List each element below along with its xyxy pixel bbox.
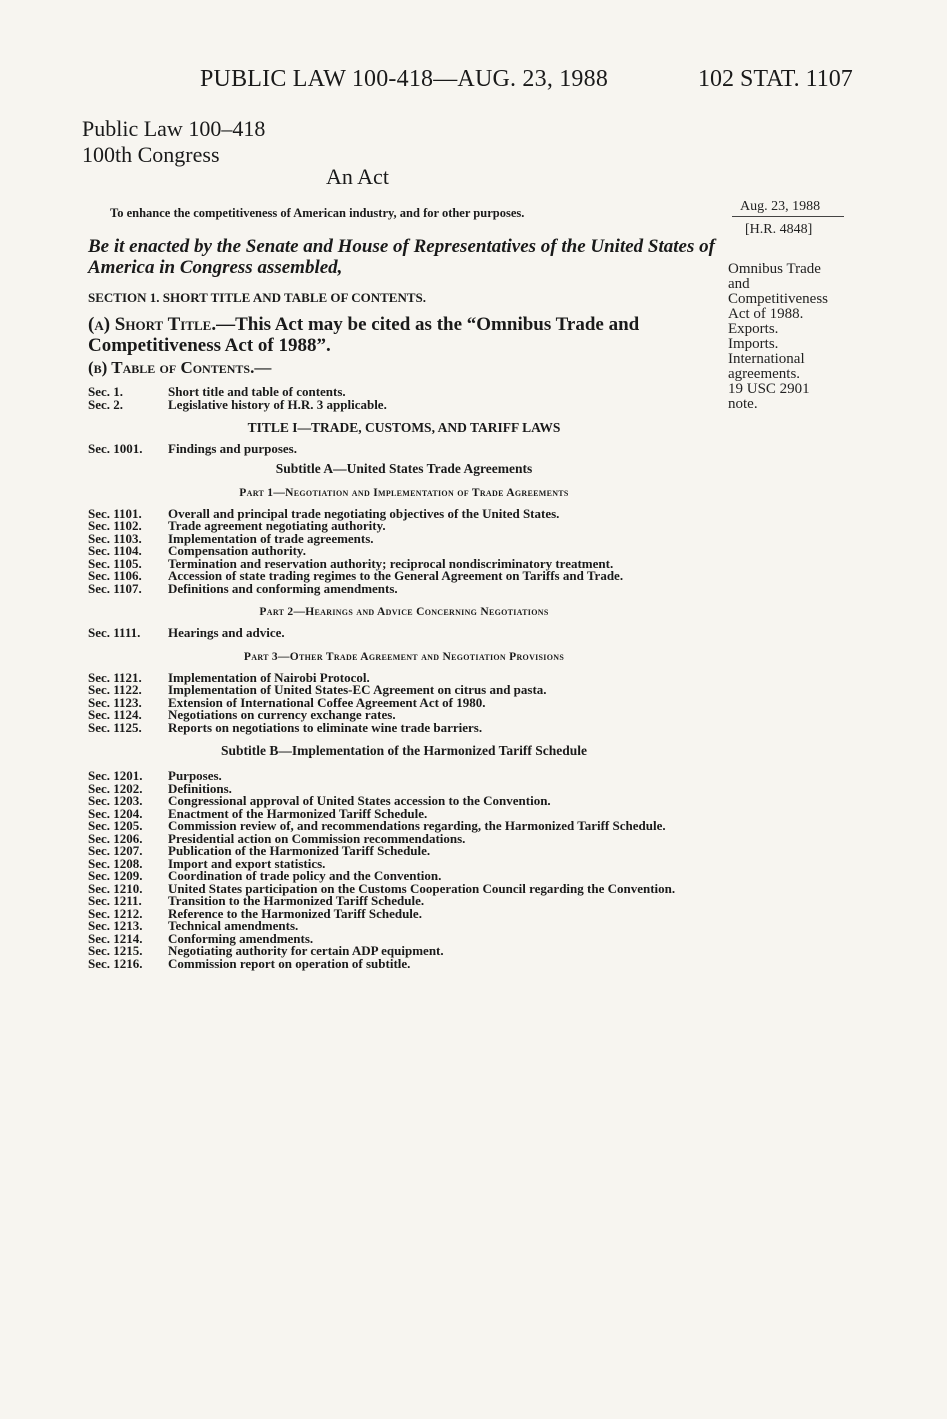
toc-entry-text: Commission report on operation of subtitle. bbox=[168, 955, 411, 971]
margin-note-line: and bbox=[728, 276, 750, 292]
toc-entry-text: Negotiating authority for certain ADP equipment. bbox=[168, 943, 444, 958]
toc-entry-number: Sec. 1205. bbox=[88, 818, 143, 833]
toc-entry-number: Sec. 1214. bbox=[88, 930, 143, 946]
margin-note-line: Omnibus Trade bbox=[728, 261, 821, 277]
toc-entry-number: Sec. 1106. bbox=[88, 568, 142, 583]
toc-entry-number: Sec. 1215. bbox=[88, 943, 143, 958]
toc-entry bbox=[88, 580, 720, 596]
toc-entry-text: Enactment of the Harmonized Tariff Schedule. bbox=[168, 805, 428, 821]
toc-entry-number: Sec. 1208. bbox=[88, 855, 143, 871]
toc-label-text: (b) Table of Contents. bbox=[88, 358, 255, 377]
toc-entry-number: Sec. 1203. bbox=[88, 793, 143, 808]
toc-entry-text: Legislative history of H.R. 3 applicable. bbox=[168, 396, 387, 412]
toc-entry-text: Presidential action on Commission recommendations. bbox=[168, 830, 466, 846]
toc-entry-text: Negotiations on currency exchange rates. bbox=[168, 707, 396, 722]
toc-entry-text: Import and export statistics. bbox=[168, 855, 326, 871]
toc-entry-text: Purposes. bbox=[168, 768, 222, 783]
toc-entry bbox=[88, 719, 720, 735]
toc-entry-text: Trade agreement negotiating authority. bbox=[168, 518, 386, 533]
toc-group-part2 bbox=[88, 627, 720, 640]
subtitle-a-heading: Subtitle A—United States Trade Agreements bbox=[275, 460, 533, 476]
short-title-paragraph bbox=[88, 314, 720, 356]
toc-entry-number: Sec. 1210. bbox=[88, 880, 143, 896]
short-title-label: (a) Short Title. bbox=[88, 314, 217, 335]
toc-entry bbox=[88, 396, 720, 412]
toc-entry-text: Commission review of, and recommendations regarding, the Harmonized Tariff Schedule. bbox=[168, 818, 666, 833]
toc-entry-number: Sec. 1125. bbox=[88, 719, 142, 735]
toc-entry-number: Sec. 1103. bbox=[88, 530, 142, 546]
toc-entry-text: Technical amendments. bbox=[168, 918, 299, 933]
toc-entry-number: Sec. 1105. bbox=[88, 555, 142, 571]
margin-note-line: 19 USC 2901 bbox=[728, 381, 810, 397]
toc-entry-text: Findings and purposes. bbox=[168, 441, 297, 456]
toc-entry-number: Sec. 1104. bbox=[88, 543, 142, 558]
toc-entry-text: Extension of International Coffee Agreement Act of 1980. bbox=[168, 694, 486, 710]
toc-entry-text: Reference to the Harmonized Tariff Schedule. bbox=[168, 905, 422, 921]
public-law-number: Public Law 100–418 bbox=[82, 116, 266, 141]
toc-entry-number: Sec. 1111. bbox=[88, 625, 141, 640]
toc-entry-number: Sec. 1001. bbox=[88, 441, 143, 456]
toc-entry-text: Definitions and conforming amendments. bbox=[168, 580, 398, 596]
part-3-heading: Part 3—Other Trade Agreement and Negotiation Provisions bbox=[243, 650, 565, 663]
toc-entry-text: Coordination of trade policy and the Convention. bbox=[168, 868, 442, 883]
part-1-heading: Part 1—Negotiation and Implementation of Trade Agreements bbox=[239, 486, 569, 499]
toc-entry-number: Sec. 1213. bbox=[88, 918, 143, 933]
toc-entry bbox=[88, 627, 720, 640]
margin-note-line: note. bbox=[728, 396, 758, 412]
toc-entry bbox=[88, 955, 720, 971]
toc-entry-text: Accession of state trading regimes to the General Agreement on Tariffs and Trade. bbox=[168, 568, 624, 583]
toc-label-dash: — bbox=[254, 358, 272, 377]
toc-entry-number: Sec. 1201. bbox=[88, 768, 143, 783]
toc-entry-number: Sec. 1107. bbox=[88, 580, 142, 596]
act-heading: An Act bbox=[326, 164, 389, 189]
margin-note-line: agreements. bbox=[728, 366, 801, 382]
toc-entry-text: Hearings and advice. bbox=[168, 625, 285, 640]
toc-entry-number: Sec. 1216. bbox=[88, 955, 143, 971]
toc-entry-number: Sec. 1211. bbox=[88, 893, 142, 908]
toc-entry-number: Sec. 1212. bbox=[88, 905, 143, 921]
margin-note-line: International bbox=[728, 351, 805, 367]
toc-group-subtitle-b bbox=[88, 770, 720, 970]
toc-entry-text: Publication of the Harmonized Tariff Schedule. bbox=[168, 843, 431, 858]
part-2-heading: Part 2—Hearings and Advice Concerning Negotiations bbox=[259, 606, 549, 618]
enactment-date: Aug. 23, 1988 bbox=[740, 199, 821, 214]
toc-entry-number: Sec. 1206. bbox=[88, 830, 143, 846]
purpose-clause: To enhance the competitiveness of American industry, and for other purposes. bbox=[110, 206, 525, 220]
toc-entry-number: Sec. 1207. bbox=[88, 843, 143, 858]
subtitle-b-heading: Subtitle B—Implementation of the Harmonized Tariff Schedule bbox=[220, 743, 587, 758]
toc-entry-text: Transition to the Harmonized Tariff Schedule. bbox=[168, 893, 425, 908]
title-1-heading: TITLE I—TRADE, CUSTOMS, AND TARIFF LAWS bbox=[247, 420, 561, 435]
bill-number: [H.R. 4848] bbox=[745, 222, 813, 237]
short-title-text: —This Act may be cited as the “Omnibus Trade and Competitiveness Act of 1988”. bbox=[88, 314, 640, 356]
toc-entry-number: Sec. 1. bbox=[88, 384, 124, 399]
section-1-heading: SECTION 1. SHORT TITLE AND TABLE OF CONTENTS. bbox=[88, 290, 427, 305]
toc-entry-number: Sec. 1202. bbox=[88, 780, 143, 796]
margin-notes bbox=[728, 262, 858, 412]
running-header-title: PUBLIC LAW 100-418—AUG. 23, 1988 bbox=[200, 66, 609, 92]
toc-entry-text: Termination and reservation authority; reciprocal nondiscriminatory treatment. bbox=[168, 555, 614, 571]
toc-entry-text: Implementation of United States-EC Agreement on citrus and pasta. bbox=[168, 682, 547, 697]
toc-entry-number: Sec. 1101. bbox=[88, 505, 142, 521]
toc-entry-number: Sec. 1209. bbox=[88, 868, 143, 883]
toc-entry-text: Overall and principal trade negotiating objectives of the United States. bbox=[168, 505, 560, 521]
margin-note-line: Competitiveness bbox=[728, 291, 828, 307]
toc-entry-number: Sec. 1122. bbox=[88, 682, 142, 697]
toc-entry-number: Sec. 1102. bbox=[88, 518, 142, 533]
law-identifier bbox=[82, 116, 265, 168]
toc-entry-text: Conforming amendments. bbox=[168, 930, 314, 946]
toc-entry-number: Sec. 1204. bbox=[88, 805, 143, 821]
table-of-contents bbox=[88, 378, 720, 970]
margin-note-line: Act of 1988. bbox=[728, 306, 804, 322]
toc-entry-number: Sec. 1123. bbox=[88, 694, 142, 710]
toc-entry-text: Reports on negotiations to eliminate wine trade barriers. bbox=[168, 719, 483, 735]
margin-note-line: Imports. bbox=[728, 336, 779, 352]
toc-group-part1 bbox=[88, 505, 720, 596]
toc-group-part3 bbox=[88, 669, 720, 735]
enacting-clause: Be it enacted by the Senate and House of Representatives of the United States of America in Congress assembled, bbox=[88, 236, 715, 278]
toc-entry-number: Sec. 1124. bbox=[88, 707, 142, 722]
toc-entry-text: Implementation of trade agreements. bbox=[168, 530, 374, 546]
toc-entry bbox=[88, 443, 720, 456]
margin-note-line: Exports. bbox=[728, 321, 779, 337]
toc-group-intro bbox=[88, 386, 720, 411]
toc-entry-text: United States participation on the Customs Cooperation Council regarding the Convention. bbox=[168, 880, 676, 896]
toc-group-title1 bbox=[88, 443, 720, 456]
running-header-page: 102 STAT. 1107 bbox=[698, 66, 853, 92]
toc-entry-text: Definitions. bbox=[168, 780, 232, 796]
toc-entry-text: Congressional approval of United States accession to the Convention. bbox=[168, 793, 551, 808]
toc-entry-number: Sec. 2. bbox=[88, 396, 124, 412]
table-of-contents-label bbox=[88, 358, 271, 378]
margin-divider bbox=[732, 216, 844, 217]
toc-entry-text: Implementation of Nairobi Protocol. bbox=[168, 669, 370, 685]
toc-entry-number: Sec. 1121. bbox=[88, 669, 142, 685]
toc-entry-text: Compensation authority. bbox=[168, 543, 306, 558]
toc-entry-text: Short title and table of contents. bbox=[168, 384, 346, 399]
congress-number: 100th Congress bbox=[82, 142, 220, 167]
